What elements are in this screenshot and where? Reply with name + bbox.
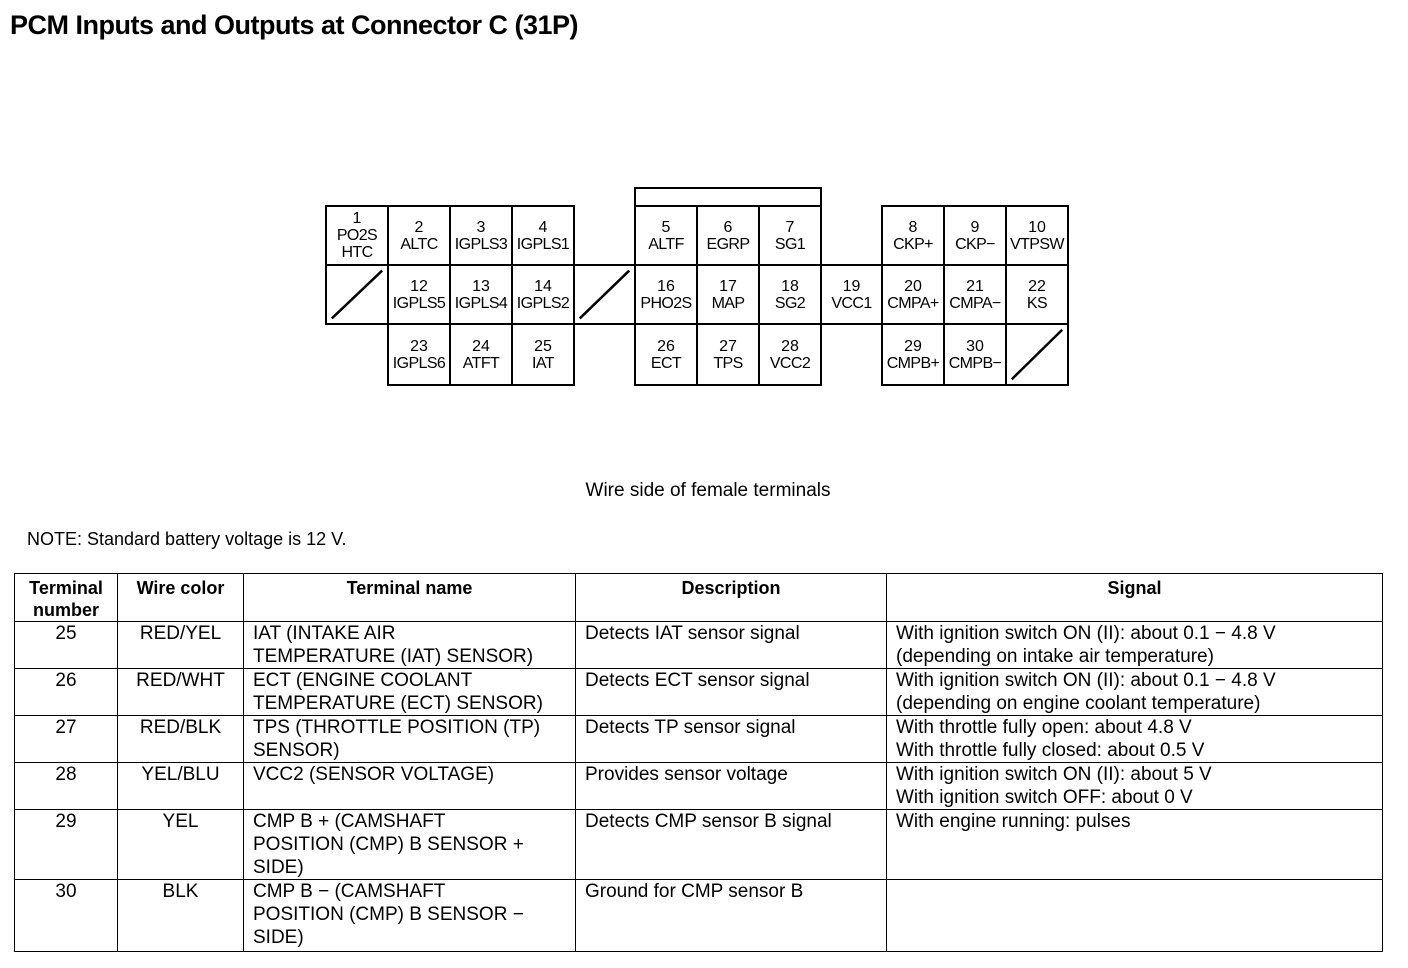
header-terminal-name: Terminal name (244, 574, 576, 622)
wire-color-cell: RED/WHT (118, 669, 244, 716)
description-cell (576, 622, 887, 669)
terminal-24 (449, 323, 513, 386)
terminal-name: IGPLS6 (392, 354, 446, 372)
wire-color-cell: YEL (118, 810, 244, 880)
terminal-name-line-2: HTC (341, 244, 373, 261)
terminal-name-cell (244, 763, 576, 810)
wire-color-cell: RED/YEL (118, 622, 244, 669)
terminal-name: MAP (711, 294, 745, 312)
terminal-name-cell (244, 669, 576, 716)
header-terminal-number-line-2: number (32, 600, 99, 620)
terminal-number-cell: 25 (15, 622, 118, 669)
terminal-number: 13 (472, 277, 490, 295)
description-cell-line: Detects IAT sensor signal (585, 623, 800, 644)
wire-color-cell: BLK (118, 880, 244, 952)
terminal-number: 4 (538, 218, 548, 236)
signal-cell-line: With throttle fully closed: about 0.5 V (896, 740, 1205, 761)
note-text: NOTE: Standard battery voltage is 12 V. (27, 529, 347, 549)
terminal-10 (1005, 205, 1069, 266)
terminal-number-cell: 27 (15, 716, 118, 763)
terminal-number-cell: 28 (15, 763, 118, 810)
terminal-number: 10 (1028, 218, 1046, 236)
signal-cell-line: With ignition switch ON (II): about 0.1 − 4.8 V (896, 670, 1276, 691)
terminal-26 (634, 323, 698, 386)
terminal-number: 22 (1028, 277, 1046, 295)
empty-cavity (1005, 323, 1069, 386)
table-row (15, 622, 1383, 669)
table-row (15, 716, 1383, 763)
terminal-6 (696, 205, 760, 266)
table-row (15, 669, 1383, 716)
terminal-name: IGPLS4 (454, 294, 508, 312)
terminal-number: 29 (904, 337, 922, 355)
terminal-name-cell-line: SIDE) (253, 857, 304, 878)
terminal-name: CKP+ (893, 235, 933, 253)
terminal-name: TPS (713, 354, 743, 372)
terminal-name: ATFT (462, 354, 500, 372)
terminal-name-cell-line: TEMPERATURE (ECT) SENSOR) (253, 693, 543, 714)
description-cell-line: Ground for CMP sensor B (585, 881, 804, 902)
header-terminal-number-line-1: Terminal (29, 578, 103, 598)
terminal-number: 28 (781, 337, 799, 355)
terminal-16 (634, 264, 698, 325)
terminal-name: IAT (532, 354, 554, 372)
terminal-number: 7 (785, 218, 795, 236)
terminal-name: IGPLS3 (454, 235, 508, 253)
signal-cell-line: (depending on intake air temperature) (896, 646, 1214, 667)
terminal-name-cell-line: CMP B + (CAMSHAFT (253, 811, 446, 832)
terminal-13 (449, 264, 513, 325)
description-cell (576, 880, 887, 952)
terminal-name: CMPA+ (887, 294, 939, 312)
signal-cell-line: With throttle fully open: about 4.8 V (896, 717, 1192, 738)
terminal-number: 6 (723, 218, 733, 236)
table-header-row (15, 574, 1383, 622)
description-cell (576, 810, 887, 880)
terminal-name: CMPA− (949, 294, 1001, 312)
terminal-number: 19 (842, 277, 861, 295)
terminal-name: EGRP (706, 235, 750, 253)
terminal-number: 14 (534, 277, 552, 295)
terminal-number: 27 (719, 337, 737, 355)
header-description: Description (576, 574, 887, 622)
wire-color-cell: YEL/BLU (118, 763, 244, 810)
terminal-number: 3 (476, 218, 486, 236)
terminal-name-cell (244, 810, 576, 880)
terminal-name-cell (244, 622, 576, 669)
terminal-number: 21 (966, 277, 984, 295)
description-cell-line: Detects CMP sensor B signal (585, 811, 832, 832)
terminal-27 (696, 323, 760, 386)
table-row (15, 880, 1383, 952)
terminal-number: 25 (534, 337, 552, 355)
terminal-name-cell-line: POSITION (CMP) B SENSOR + (253, 834, 524, 855)
signal-cell (887, 669, 1383, 716)
terminal-name-cell-line: IAT (INTAKE AIR (253, 623, 396, 644)
terminal-22 (1005, 264, 1069, 325)
terminal-name-cell-line: CMP B − (CAMSHAFT (253, 881, 446, 902)
wire-color-cell: RED/BLK (118, 716, 244, 763)
terminal-5 (634, 205, 698, 266)
description-cell-line: Detects ECT sensor signal (585, 670, 810, 691)
terminal-name: ALTF (648, 235, 684, 253)
terminal-name-cell-line: TPS (THROTTLE POSITION (TP) (253, 717, 541, 738)
terminal-name-cell-line: VCC2 (SENSOR VOLTAGE) (253, 764, 495, 785)
connector-caption: Wire side of female terminals (585, 480, 831, 501)
terminal-number-cell: 29 (15, 810, 118, 880)
description-cell (576, 763, 887, 810)
terminal-8 (881, 205, 945, 266)
signal-cell (887, 810, 1383, 880)
terminal-name: IGPLS2 (516, 294, 570, 312)
terminal-19 (820, 264, 883, 325)
description-cell (576, 716, 887, 763)
terminal-4 (511, 205, 575, 266)
terminal-name: KS (1026, 294, 1048, 312)
description-cell (576, 669, 887, 716)
terminal-7 (758, 205, 822, 266)
header-signal: Signal (887, 574, 1383, 622)
terminal-name: PHO2S (640, 294, 692, 312)
connector-lock-tab (634, 187, 822, 207)
empty-cavity (573, 264, 636, 325)
terminal-1 (325, 205, 389, 266)
terminal-number: 12 (410, 277, 428, 295)
terminal-number: 24 (472, 337, 490, 355)
signal-cell-line: With ignition switch OFF: about 0 V (896, 787, 1193, 808)
terminal-name-cell-line: SIDE) (253, 927, 304, 948)
terminal-number: 23 (410, 337, 428, 355)
table-row (15, 810, 1383, 880)
terminal-name: CKP− (955, 235, 995, 253)
signal-cell (887, 880, 1383, 952)
terminal-number: 8 (908, 218, 918, 236)
terminal-28 (758, 323, 822, 386)
terminal-number-cell: 30 (15, 880, 118, 952)
terminal-2 (387, 205, 451, 266)
signal-cell (887, 622, 1383, 669)
terminal-9 (943, 205, 1007, 266)
terminal-name-cell-line: ECT (ENGINE COOLANT (253, 670, 473, 691)
table-row (15, 763, 1383, 810)
terminal-number: 26 (657, 337, 675, 355)
signal-cell-line: With ignition switch ON (II): about 0.1 − 4.8 V (896, 623, 1276, 644)
terminal-name: IGPLS1 (516, 235, 570, 253)
terminal-name: VCC2 (769, 354, 811, 372)
terminal-name: ALTC (400, 235, 438, 253)
signal-cell (887, 763, 1383, 810)
terminal-number: 16 (657, 277, 675, 295)
terminal-name: CMPB− (948, 354, 1002, 372)
terminal-name: VTPSW (1010, 235, 1064, 253)
terminal-20 (881, 264, 945, 325)
page-title: PCM Inputs and Outputs at Connector C (31P) (10, 10, 579, 40)
signal-cell-line: With engine running: pulses (896, 811, 1131, 832)
terminal-name: IGPLS5 (392, 294, 446, 312)
header-wire-color: Wire color (118, 574, 244, 622)
terminal-name-cell-line: TEMPERATURE (IAT) SENSOR) (253, 646, 534, 667)
terminal-30 (943, 323, 1007, 386)
terminal-number: 5 (661, 218, 671, 236)
terminal-14 (511, 264, 575, 325)
terminal-25 (511, 323, 575, 386)
signal-cell (887, 716, 1383, 763)
terminal-name: VCC1 (831, 294, 872, 312)
terminal-12 (387, 264, 451, 325)
terminal-number: 9 (970, 218, 980, 236)
terminal-3 (449, 205, 513, 266)
terminal-name: SG1 (774, 235, 806, 253)
terminal-name: CMPB+ (886, 354, 940, 372)
signal-cell-line: (depending on engine coolant temperature) (896, 693, 1261, 714)
terminal-18 (758, 264, 822, 325)
empty-cavity (325, 264, 389, 325)
terminal-number-cell: 26 (15, 669, 118, 716)
terminal-number: 18 (781, 277, 799, 295)
terminal-name: PO2S (336, 227, 378, 244)
terminal-17 (696, 264, 760, 325)
terminal-name-cell (244, 716, 576, 763)
terminal-name: ECT (650, 354, 682, 372)
terminal-name-cell-line: POSITION (CMP) B SENSOR − (253, 904, 524, 925)
terminal-23 (387, 323, 451, 386)
description-cell-line: Provides sensor voltage (585, 764, 788, 785)
terminal-name: SG2 (774, 294, 806, 312)
terminal-number: 2 (414, 218, 424, 236)
signal-cell-line: With ignition switch ON (II): about 5 V (896, 764, 1212, 785)
terminal-number: 30 (966, 337, 984, 355)
description-cell-line: Detects TP sensor signal (585, 717, 796, 738)
terminal-number: 1 (352, 210, 362, 227)
terminal-name-cell (244, 880, 576, 952)
header-terminal-number (15, 574, 118, 622)
terminal-21 (943, 264, 1007, 325)
terminal-number: 20 (904, 277, 922, 295)
terminal-table (14, 573, 1383, 952)
terminal-name-cell-line: SENSOR) (253, 740, 340, 761)
connector-diagram (0, 0, 1408, 400)
terminal-29 (881, 323, 945, 386)
terminal-number: 17 (719, 277, 737, 295)
